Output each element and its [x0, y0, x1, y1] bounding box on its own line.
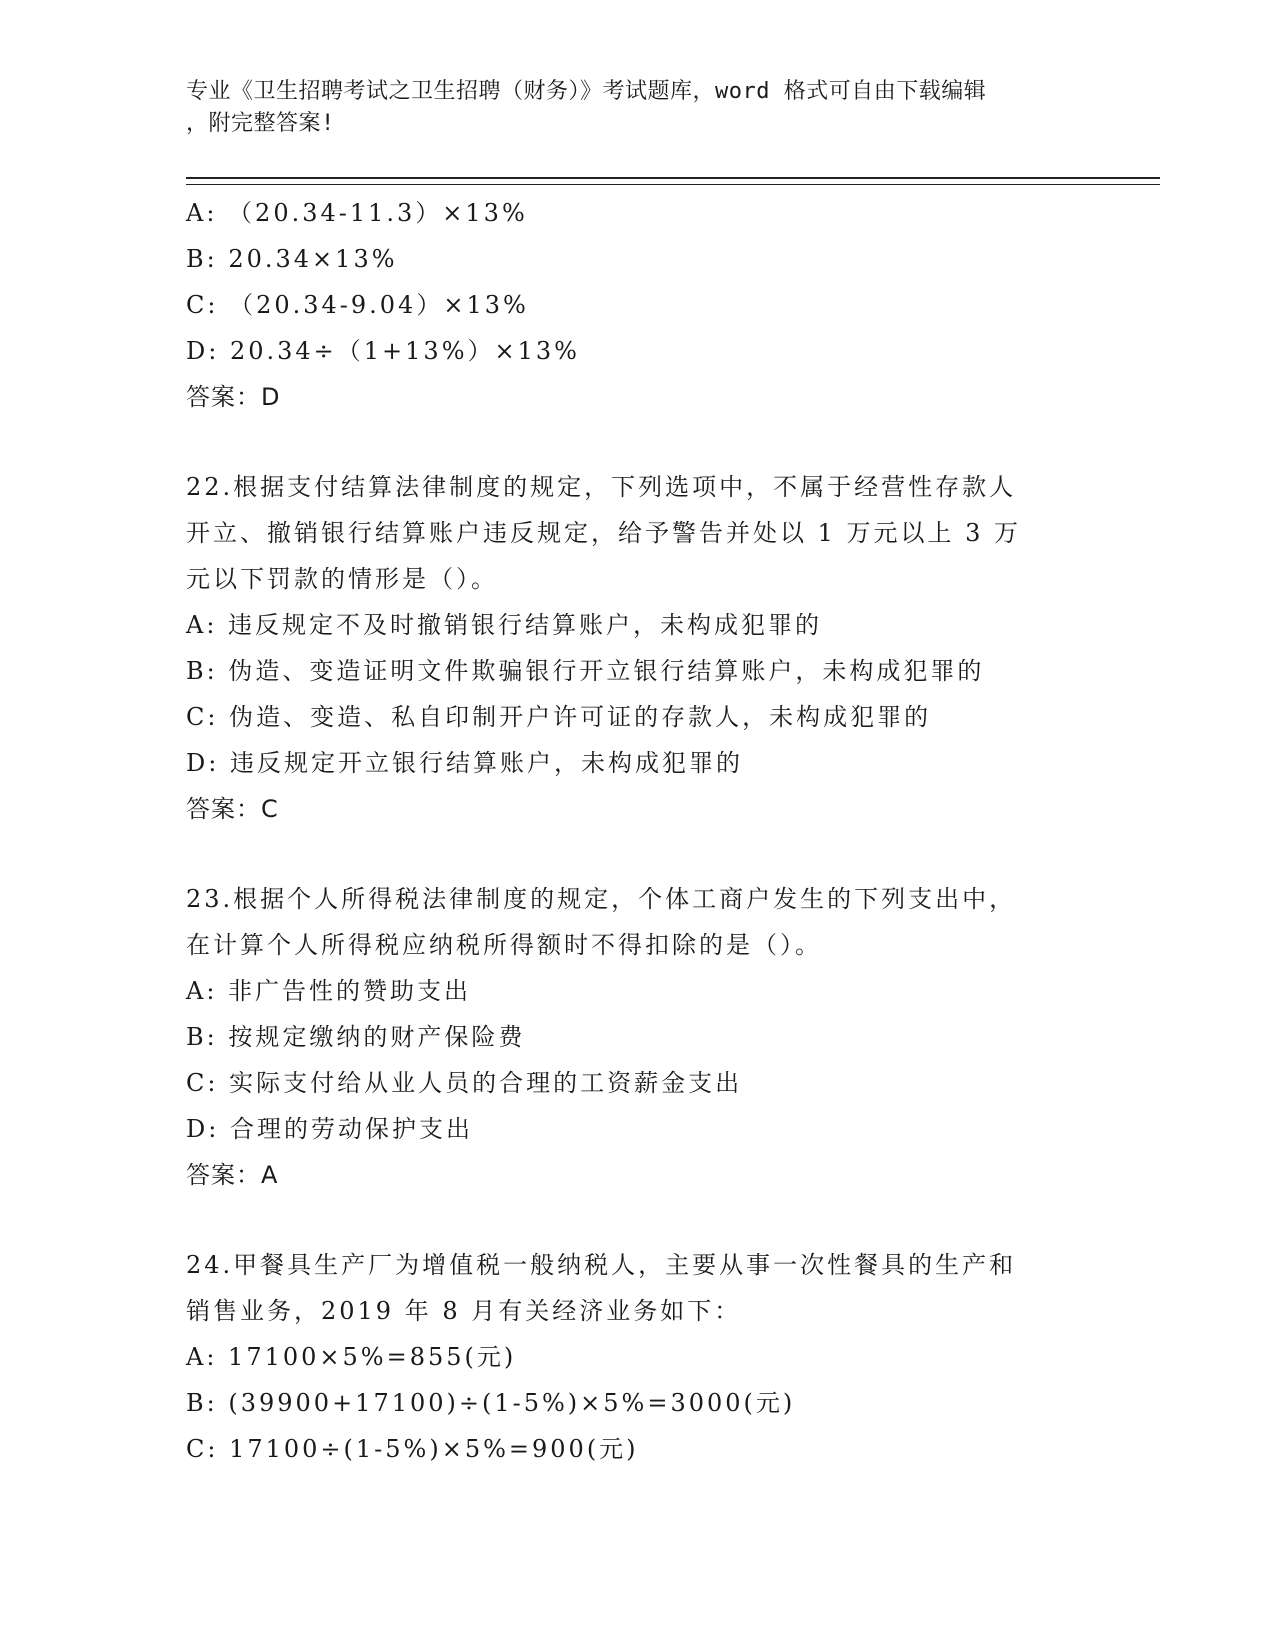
header-rule-thin: [186, 184, 1160, 185]
block-spacer: [186, 1198, 1086, 1242]
question-stem-line: 24.甲餐具生产厂为增值税一般纳税人，主要从事一次性餐具的生产和: [186, 1251, 1017, 1279]
question-stem-line: 元以下罚款的情形是（）。: [186, 565, 498, 593]
option-d: D: 20.34÷（1+13%）×13%: [186, 337, 580, 365]
option-a: A: 非广告性的赞助支出: [186, 977, 472, 1005]
question-stem-line: 23.根据个人所得税法律制度的规定，个体工商户发生的下列支出中，: [186, 885, 1017, 913]
question-content: [186, 190, 1086, 1472]
document-header: [186, 76, 1086, 140]
block-spacer: [186, 420, 1086, 464]
option-a: A: 违反规定不及时撤销银行结算账户，未构成犯罪的: [186, 611, 823, 639]
header-rule-thick: [186, 177, 1160, 179]
question-block-21: [186, 190, 1086, 420]
question-stem-line: 在计算个人所得税应纳税所得额时不得扣除的是（）。: [186, 931, 822, 959]
question-block-24: [186, 1242, 1086, 1472]
question-stem-line: 销售业务，2019 年 8 月有关经济业务如下：: [186, 1297, 742, 1325]
answer-line: 答案：C: [186, 795, 279, 823]
option-c: C: 伪造、变造、私自印制开户许可证的存款人，未构成犯罪的: [186, 703, 932, 731]
option-b: B: 20.34×13%: [186, 245, 398, 273]
option-b: B: 伪造、变造证明文件欺骗银行开立银行结算账户，未构成犯罪的: [186, 657, 985, 685]
header-line-2: ，附完整答案!: [186, 111, 335, 136]
option-c: C: 17100÷(1-5%)×5%=900(元): [186, 1435, 639, 1463]
option-d: D: 违反规定开立银行结算账户，未构成犯罪的: [186, 749, 743, 777]
question-stem-line: 开立、撤销银行结算账户违反规定，给予警告并处以 1 万元以上 3 万: [186, 519, 1022, 547]
option-c: C: 实际支付给从业人员的合理的工资薪金支出: [186, 1069, 743, 1097]
answer-line: 答案：D: [186, 383, 281, 411]
option-a: A: 17100×5%=855(元): [186, 1343, 517, 1371]
option-d: D: 合理的劳动保护支出: [186, 1115, 473, 1143]
option-a: A: （20.34-11.3）×13%: [186, 199, 528, 227]
question-stem-line: 22.根据支付结算法律制度的规定，下列选项中，不属于经营性存款人: [186, 473, 1017, 501]
question-block-22: [186, 464, 1086, 832]
option-b: B: 按规定缴纳的财产保险费: [186, 1023, 526, 1051]
option-b: B: (39900+17100)÷(1-5%)×5%=3000(元): [186, 1389, 796, 1417]
question-block-23: [186, 876, 1086, 1198]
answer-line: 答案：A: [186, 1161, 279, 1189]
option-c: C: （20.34-9.04）×13%: [186, 291, 529, 319]
header-line-1: 专业《卫生招聘考试之卫生招聘（财务）》考试题库，word 格式可自由下载编辑: [186, 79, 987, 104]
block-spacer: [186, 832, 1086, 876]
